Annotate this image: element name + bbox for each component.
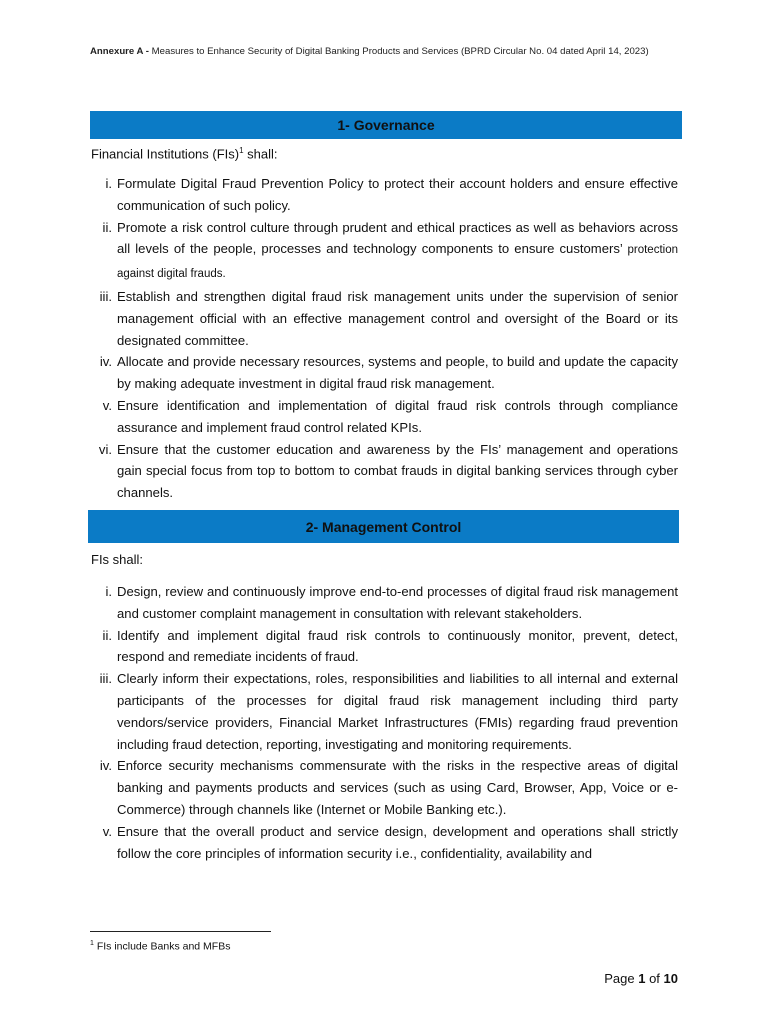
list-item [90, 395, 678, 439]
section-heading-management-control [88, 510, 679, 543]
list-item [90, 581, 678, 625]
footnote-text: FIs include Banks and MFBs [93, 940, 231, 953]
list-item [90, 755, 678, 820]
section-heading-governance [90, 111, 682, 139]
list-number: vi. [98, 441, 112, 457]
page-total: 10 [663, 971, 678, 986]
list-item-text-small: protection against digital frauds. [117, 244, 678, 281]
list-number: iv. [99, 758, 112, 774]
list-number: v. [102, 823, 112, 839]
list-item-text: Ensure identification and implementation of digital fraud risk controls through compliance assurance and implement fraud control related KPIs. [117, 397, 678, 435]
list-item [90, 351, 678, 395]
list-item [90, 821, 678, 865]
list-item-text: Clearly inform their expectations, roles, responsibilities and liabilities to all internal and external participants of the processes for digital fraud risk management including third party vendors/service providers, Financial Market Infrastructures (FMIs) regarding fraud prevention including fraud detection, reporting, investigating and monitoring requirements. [117, 671, 678, 752]
list-item-text: Promote a risk control culture through prudent and ethical practices as well as behaviors across all levels of the people, processes and technology components to ensure customers’ [117, 219, 678, 257]
list-number: v. [102, 397, 112, 413]
page-header [90, 46, 678, 57]
list-number: iii. [99, 671, 112, 687]
list-item [90, 668, 678, 755]
intro-text: Financial Institutions (FIs) [91, 146, 240, 162]
management-control-list [90, 581, 678, 864]
page-of: of [645, 971, 664, 986]
footnote-number: 1 [90, 940, 94, 947]
list-number: ii. [102, 627, 112, 643]
page-number [604, 971, 678, 986]
list-number: iii. [99, 288, 112, 304]
list-item [90, 439, 678, 504]
list-item-text: Establish and strengthen digital fraud risk management units under the supervision of senior management official with an effective management control and oversight of the Board or its designated committee. [117, 288, 678, 348]
intro-text-end: shall: [243, 146, 278, 162]
list-item-text: Allocate and provide necessary resources, systems and people, to build and update the capacity by making adequate investment in digital fraud risk management. [117, 354, 678, 392]
list-number: i. [105, 176, 112, 191]
header-annex-label: Annexure A - [90, 46, 152, 57]
list-number: i. [105, 584, 112, 599]
list-number: iv. [99, 354, 112, 370]
page-label: Page [604, 971, 639, 986]
list-item-text: Ensure that the customer education and awareness by the FIs’ management and operations gain special focus from top to bottom to combat frauds in digital banking services through cyber channels. [117, 441, 678, 501]
intro-text: FIs shall: [91, 552, 144, 567]
list-item [90, 217, 678, 286]
list-item-text: Design, review and continuously improve end-to-end processes of digital fraud risk management and customer complaint management in consultation with relevant stakeholders. [117, 584, 678, 621]
list-item-text: Formulate Digital Fraud Prevention Policy to protect their account holders and ensure effective communication of such policy. [117, 176, 678, 213]
footnote [90, 940, 230, 953]
page-current: 1 [638, 971, 646, 986]
list-number: ii. [102, 219, 112, 235]
header-title: Measures to Enhance Security of Digital Banking Products and Services (BPRD Circular No. 04 dated April 14, 2023) [151, 46, 649, 57]
section-intro [91, 146, 278, 161]
list-item-text: Identify and implement digital fraud risk controls to continuously monitor, prevent, detect, respond and remediate incidents of fraud. [117, 627, 678, 665]
list-item-text: Ensure that the overall product and service design, development and operations shall strictly follow the core principles of information security i.e., confidentiality, availability and [117, 823, 678, 861]
footnote-ref: 1 [239, 146, 244, 155]
list-item-text: Enforce security mechanisms commensurate with the risks in the respective areas of digital banking and payments products and services (such as using Card, Browser, App, Voice or e-Commerce) through channels like (Internet or Mobile Banking etc.). [117, 758, 678, 817]
list-item [90, 286, 678, 351]
governance-list [90, 173, 678, 504]
section-intro [91, 552, 143, 567]
list-item [90, 625, 678, 669]
section-title: 1- Governance [337, 117, 435, 133]
list-item [90, 173, 678, 217]
section-title: 2- Management Control [305, 518, 462, 535]
footnote-divider [90, 931, 271, 932]
